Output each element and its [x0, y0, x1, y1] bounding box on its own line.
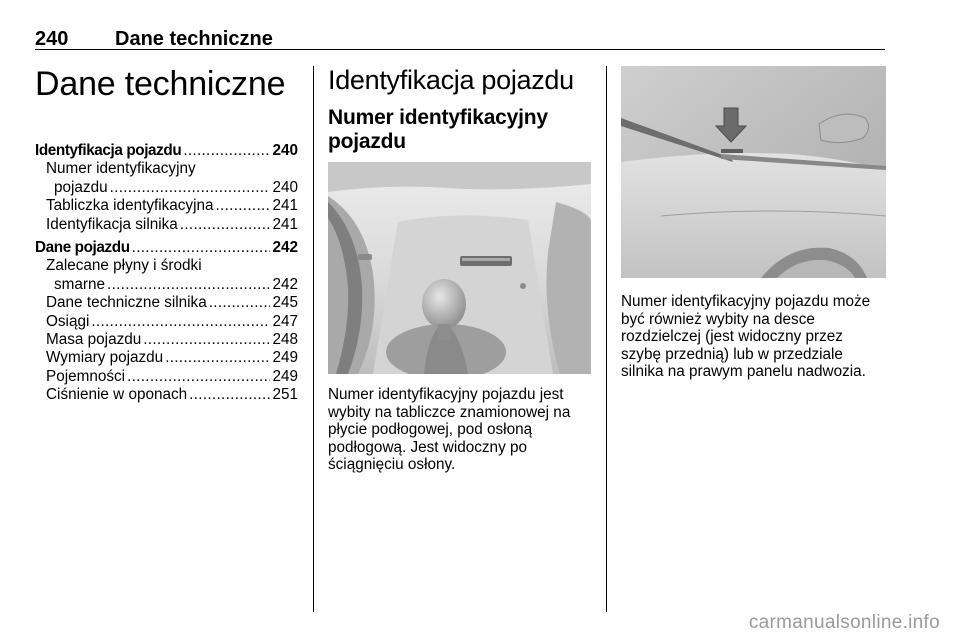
toc-entry[interactable]: Dane techniczne silnika ..... 245: [35, 294, 298, 312]
page-header: [35, 28, 885, 50]
table-of-contents: [35, 142, 298, 405]
toc-entry[interactable]: Ciśnienie w oponach ..... 251: [35, 386, 298, 404]
toc-entry[interactable]: Identyfikacja silnika ..... 241: [35, 216, 298, 234]
column-divider: [606, 66, 607, 612]
toc-entry[interactable]: Tabliczka identyfikacyjna ..... 241: [35, 197, 298, 215]
vin-windshield-column: [621, 66, 886, 381]
subsection-title: Numer identyfikacyjny pojazdu: [328, 106, 548, 153]
floor-vin-plate-illustration: [328, 162, 591, 374]
section-title: Identyfikacja pojazdu: [328, 65, 574, 95]
watermark: carmanualsonline.info: [748, 612, 940, 633]
toc-entry[interactable]: Numer identyfikacyjny: [46, 160, 196, 178]
page-number: 240: [35, 28, 69, 50]
windshield-vin-illustration: [621, 66, 886, 278]
chapter-title: Dane techniczne: [35, 65, 286, 103]
vin-floor-description: Numer identyfikacyjny pojazdu jest wybity na tabliczce znamionowej na płycie podłogowej, pod osłoną podłogową. Jest widoczny po ściągnięciu osłony.: [328, 386, 571, 474]
toc-entry[interactable]: pojazdu ..... 240: [35, 179, 298, 197]
toc-entry[interactable]: Zalecane płyny i środki: [46, 257, 202, 275]
running-header-title: Dane techniczne: [115, 28, 273, 50]
toc-entry[interactable]: Osiągi ..... 247: [35, 313, 298, 331]
column-divider: [313, 66, 314, 612]
toc-entry[interactable]: Dane pojazdu ..... 242: [35, 239, 298, 257]
toc-column: [35, 64, 298, 405]
toc-entry[interactable]: Wymiary pojazdu ..... 249: [35, 349, 298, 367]
vin-column: [328, 64, 591, 474]
vin-windshield-description: Numer identyfikacyjny pojazdu może być również wybity na desce rozdzielczej (jest widoczny przez szybę przednią) lub w przedziale silnika na prawym panelu nadwozia.: [621, 293, 871, 381]
toc-entry[interactable]: Masa pojazdu ..... 248: [35, 331, 298, 349]
toc-entry[interactable]: Pojemności ..... 249: [35, 368, 298, 386]
toc-entry[interactable]: Identyfikacja pojazdu ..... 240: [35, 142, 298, 160]
toc-entry[interactable]: smarne ..... 242: [35, 276, 298, 294]
